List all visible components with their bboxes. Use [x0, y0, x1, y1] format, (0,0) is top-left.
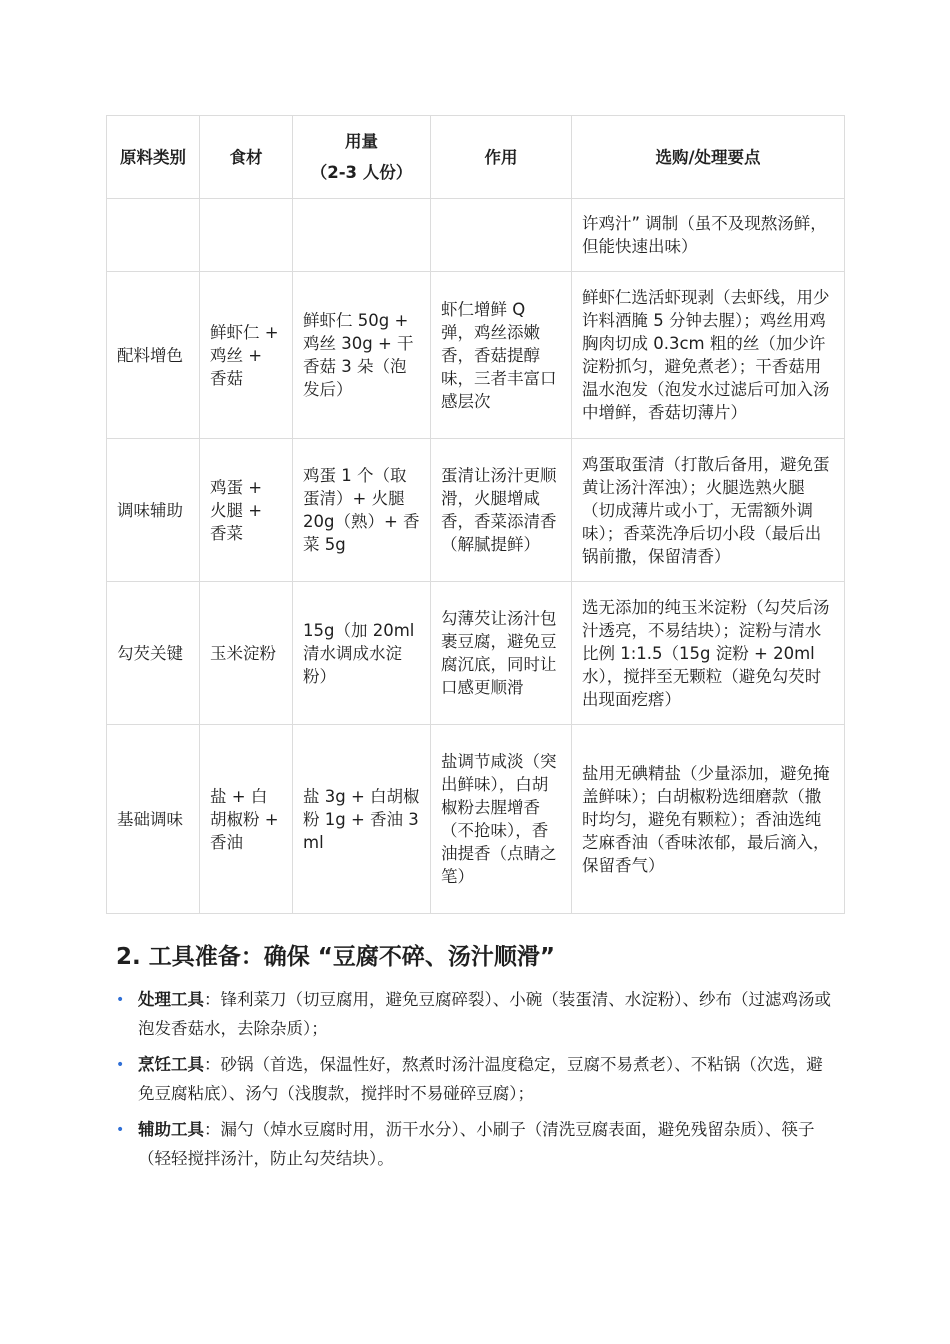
table-row — [107, 725, 845, 914]
cell-tips: 许鸡汁” 调制（虽不及现熬汤鲜，但能快速出味） — [572, 199, 845, 272]
table-row — [107, 272, 845, 439]
section-heading: 2. 工具准备：确保 “豆腐不碎、汤汁顺滑” — [116, 944, 555, 970]
cell-function — [431, 199, 572, 272]
table-row — [107, 439, 845, 582]
list-item — [116, 1051, 836, 1108]
header-function: 作用 — [431, 116, 572, 199]
cell-tips: 盐用无碘精盐（少量添加，避免掩盖鲜味）；白胡椒粉选细磨款（撒时均匀，避免有颗粒）；香油选纯芝麻香油（香味浓郁，最后滴入，保留香气） — [572, 725, 845, 914]
header-amount-sub: （2-3 人份） — [310, 163, 413, 182]
cell-category — [107, 199, 200, 272]
cell-function: 虾仁增鲜 Q 弹，鸡丝添嫩香，香菇提醇味，三者丰富口感层次 — [431, 272, 572, 439]
cell-tips: 鸡蛋取蛋清（打散后备用，避免蛋黄让汤汁浑浊）；火腿选熟火腿（切成薄片或小丁，无需额外调味）；香菜洗净后切小段（最后出锅前撒，保留清香） — [572, 439, 845, 582]
cell-amount: 鲜虾仁 50g + 鸡丝 30g + 干香菇 3 朵（泡发后） — [293, 272, 431, 439]
cell-tips: 选无添加的纯玉米淀粉（勾芡后汤汁透亮，不易结块）；淀粉与清水比例 1:1.5（15g 淀粉 + 20ml 水），搅拌至无颗粒（避免勾芡时出现面疙瘩） — [572, 582, 845, 725]
cell-amount — [293, 199, 431, 272]
list-item — [116, 986, 836, 1043]
header-category: 原料类别 — [107, 116, 200, 199]
cell-amount: 鸡蛋 1 个（取蛋清）+ 火腿 20g（熟）+ 香菜 5g — [293, 439, 431, 582]
cell-ingredient: 鲜虾仁 + 鸡丝 + 香菇 — [200, 272, 293, 439]
list-item-text: ：砂锅（首选，保温性好，熬煮时汤汁温度稳定，豆腐不易煮老）、不粘锅（次选，避免豆腐粘底）、汤勺（浅腹款，搅拌时不易碰碎豆腐）； — [138, 1055, 823, 1103]
header-ingredient: 食材 — [200, 116, 293, 199]
cell-amount: 盐 3g + 白胡椒粉 1g + 香油 3ml — [293, 725, 431, 914]
list-item-text: ：漏勺（焯水豆腐时用，沥干水分）、小刷子（清洗豆腐表面，避免残留杂质）、筷子（轻轻搅拌汤汁，防止勾芡结块）。 — [138, 1120, 815, 1168]
cell-category: 基础调味 — [107, 725, 200, 914]
cell-function: 蛋清让汤汁更顺滑，火腿增咸香，香菜添清香（解腻提鲜） — [431, 439, 572, 582]
table-row — [107, 582, 845, 725]
list-item — [116, 1116, 836, 1173]
table-header-row — [107, 116, 845, 199]
cell-ingredient: 玉米淀粉 — [200, 582, 293, 725]
list-item-label: 烹饪工具 — [138, 1055, 204, 1074]
cell-amount: 15g（加 20ml 清水调成水淀粉） — [293, 582, 431, 725]
ingredient-table — [106, 115, 845, 914]
bullet-icon: • — [116, 1057, 125, 1073]
tool-list — [116, 986, 836, 1181]
cell-function: 盐调节咸淡（突出鲜味），白胡椒粉去腥增香（不抢味），香油提香（点睛之笔） — [431, 725, 572, 914]
cell-tips: 鲜虾仁选活虾现剥（去虾线，用少许料酒腌 5 分钟去腥）；鸡丝用鸡胸肉切成 0.3cm 粗的丝（加少许淀粉抓匀，避免煮老）；干香菇用温水泡发（泡发水过滤后可加入汤中增鲜，香菇切薄片） — [572, 272, 845, 439]
cell-category: 配料增色 — [107, 272, 200, 439]
cell-category: 调味辅助 — [107, 439, 200, 582]
list-item-text: ：锋利菜刀（切豆腐用，避免豆腐碎裂）、小碗（装蛋清、水淀粉）、纱布（过滤鸡汤或泡发香菇水，去除杂质）； — [138, 990, 831, 1038]
header-tips: 选购/处理要点 — [572, 116, 845, 199]
header-amount-label: 用量 — [345, 132, 378, 151]
table-row — [107, 199, 845, 272]
cell-function: 勾薄芡让汤汁包裹豆腐，避免豆腐沉底，同时让口感更顺滑 — [431, 582, 572, 725]
cell-ingredient: 盐 + 白胡椒粉 + 香油 — [200, 725, 293, 914]
bullet-icon: • — [116, 1122, 125, 1138]
cell-ingredient: 鸡蛋 + 火腿 + 香菜 — [200, 439, 293, 582]
cell-ingredient — [200, 199, 293, 272]
header-amount — [293, 116, 431, 199]
list-item-label: 处理工具 — [138, 990, 204, 1009]
cell-category: 勾芡关键 — [107, 582, 200, 725]
bullet-icon: • — [116, 992, 125, 1008]
list-item-label: 辅助工具 — [138, 1120, 204, 1139]
